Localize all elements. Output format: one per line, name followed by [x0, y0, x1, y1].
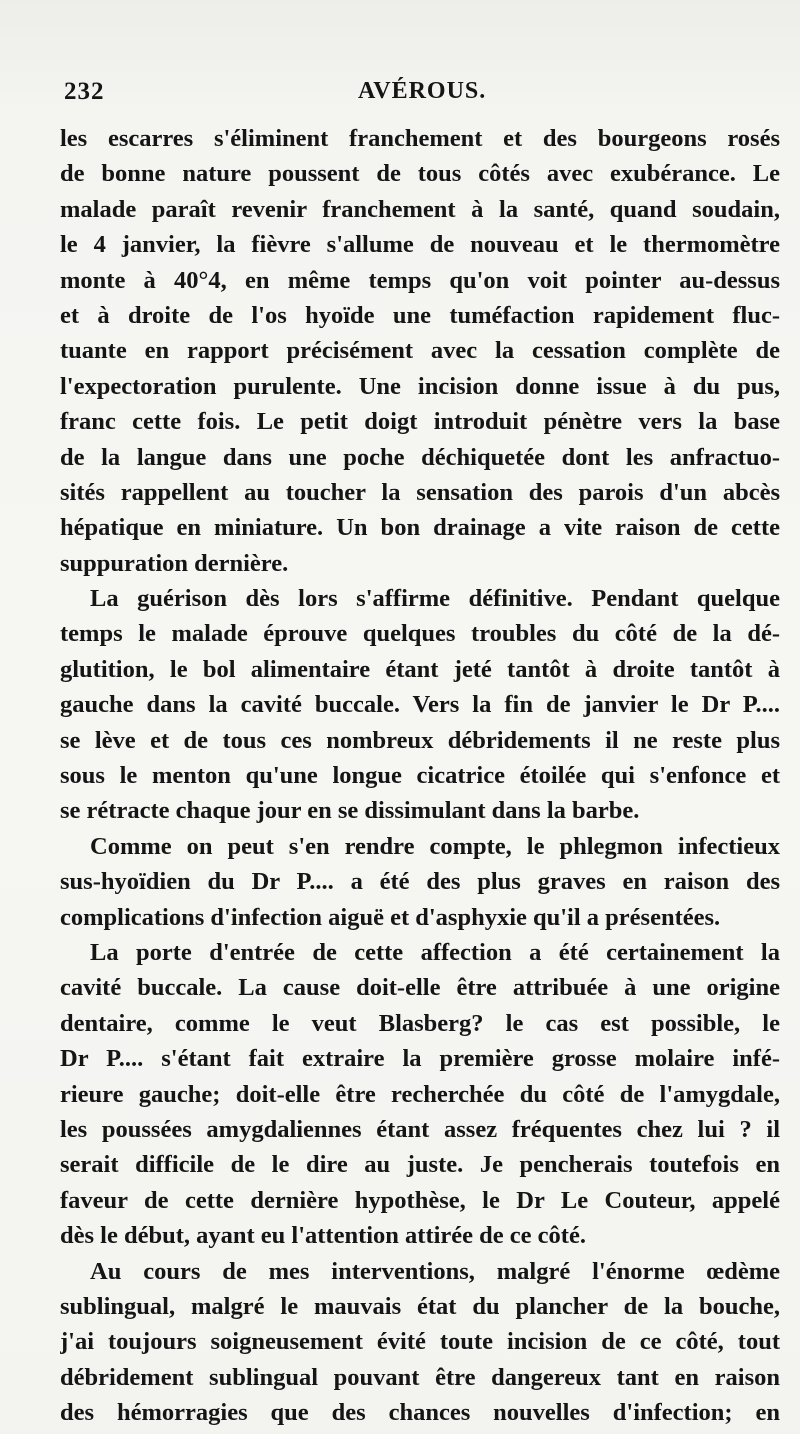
text-line: franc cette fois. Le petit doigt introduit pénètre vers la base — [60, 408, 780, 436]
text-line: les escarres s'éliminent franchement et des bourgeons rosés — [60, 125, 780, 152]
text-line: sous le menton qu'une longue cicatrice étoilée qui s'enfonce et — [60, 762, 780, 790]
text-line: complications d'infection aiguë et d'asphyxie qu'il a présentées. — [60, 903, 721, 931]
text-line: glutition, le bol alimentaire étant jeté tantôt à droite tantôt à — [60, 655, 780, 683]
text-line: tuante en rapport précisément avec la cessation complète de — [60, 337, 780, 365]
text-line: La porte d'entrée de cette affection a été certainement la — [90, 938, 780, 966]
text-line: l'expectoration purulente. Une incision donne issue à du pus, — [60, 372, 780, 400]
text-line: sublingual, malgré le mauvais état du plancher de la bouche, — [60, 1292, 780, 1320]
text-line: de la langue dans une poche déchiquetée dont les anfractuo- — [60, 443, 780, 471]
text-line: j'ai toujours soigneusement évité toute incision de ce côté, tout — [60, 1328, 780, 1356]
text-line: sités rappellent au toucher la sensation des parois d'un abcès — [60, 478, 780, 506]
text-line: sus-hyoïdien du Dr P.... a été des plus graves en raison des — [60, 868, 780, 896]
text-line: Dr P.... s'étant fait extraire la première grosse molaire infé- — [60, 1045, 780, 1073]
running-head: AVÉROUS. — [358, 78, 487, 104]
page-number: 232 — [64, 78, 105, 105]
text-line: rieure gauche; doit-elle être recherchée du côté de l'amygdale, — [60, 1080, 780, 1108]
text-line: Au cours de mes interventions, malgré l'énorme œdème — [90, 1257, 780, 1285]
text-line: et à droite de l'os hyoïde une tuméfaction rapidement fluc- — [60, 301, 780, 329]
page-header — [64, 78, 758, 114]
text-line: suppuration dernière. — [60, 549, 289, 577]
body-text — [60, 121, 780, 1430]
text-line: gauche dans la cavité buccale. Vers la fin de janvier le Dr P.... — [60, 691, 780, 719]
text-line: débridement sublingual pouvant être dangereux tant en raison — [60, 1363, 780, 1391]
text-line: se lève et de tous ces nombreux débridements il ne reste plus — [60, 726, 780, 754]
text-line: La guérison dès lors s'affirme définitive. Pendant quelque — [90, 585, 780, 613]
text-line: dentaire, comme le veut Blasberg? le cas est possible, le — [60, 1009, 780, 1037]
text-line: des hémorragies que des chances nouvelles d'infection; en — [60, 1399, 780, 1427]
text-line: le 4 janvier, la fièvre s'allume de nouveau et le thermomètre — [60, 231, 780, 259]
text-line: malade paraît revenir franchement à la santé, quand soudain, — [60, 195, 780, 223]
text-line: les poussées amygdaliennes étant assez fréquentes chez lui ? il — [60, 1115, 780, 1143]
text-line: dès le début, ayant eu l'attention attirée de ce côté. — [60, 1222, 586, 1250]
text-line: hépatique en miniature. Un bon drainage a vite raison de cette — [60, 514, 780, 542]
text-line: de bonne nature poussent de tous côtés avec exubérance. Le — [60, 160, 780, 188]
text-line: temps le malade éprouve quelques troubles du côté de la dé- — [60, 620, 780, 648]
text-line: cavité buccale. La cause doit-elle être attribuée à une origine — [60, 974, 780, 1002]
text-line: faveur de cette dernière hypothèse, le Dr Le Couteur, appelé — [60, 1186, 780, 1214]
text-line: se rétracte chaque jour en se dissimulant dans la barbe. — [60, 797, 640, 825]
text-line: serait difficile de le dire au juste. Je pencherais toutefois en — [60, 1151, 780, 1179]
text-line: monte à 40°4, en même temps qu'on voit pointer au-dessus — [60, 266, 780, 294]
text-line: Comme on peut s'en rendre compte, le phlegmon infectieux — [90, 832, 780, 860]
